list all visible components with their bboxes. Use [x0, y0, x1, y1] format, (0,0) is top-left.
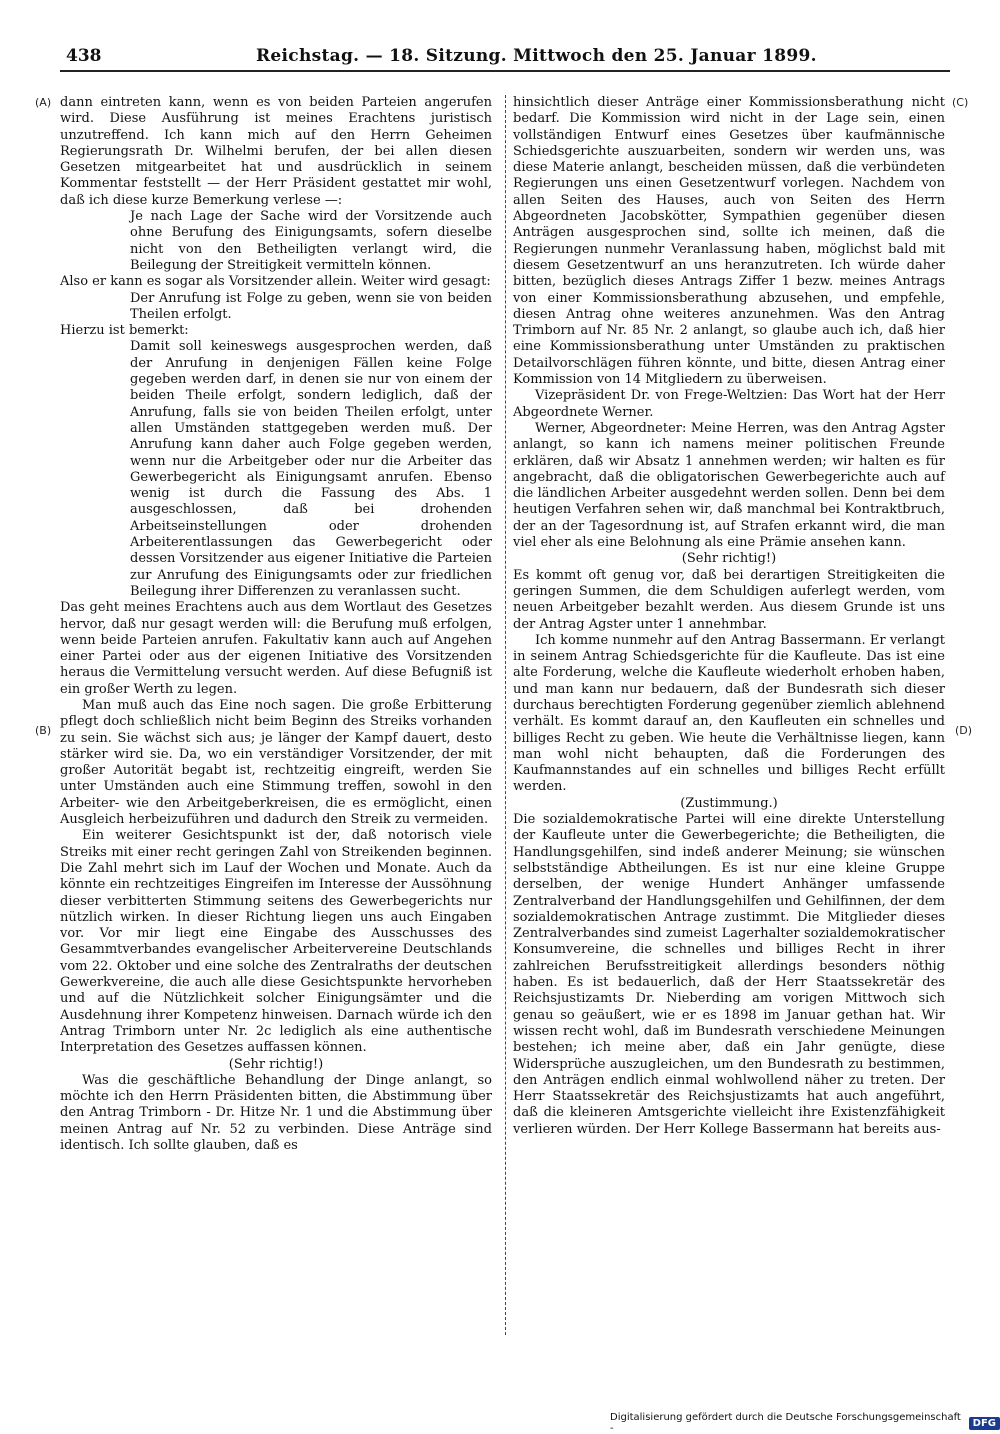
quoted-passage: Je nach Lage der Sache wird der Vorsitzende auch ohne Berufung des Einigungsamts, sofern dieselbe nicht von den Betheiligten verlangt wird, die Beilegung der Streitigkeit vermitteln können.: [130, 209, 492, 273]
paragraph: Was die geschäftliche Behandlung der Dinge anlangt, so möchte ich den Herrn Präsidenten bitten, die Abstimmung über den Antrag Trimborn - Dr. Hitze Nr. 1 und die Abstimmung über meinen Antrag auf Nr. 52 zu verbinden. Diese Anträge sind identisch. Ich sollte glauben, daß es: [60, 1072, 492, 1153]
header-rule: [60, 70, 950, 72]
paragraph: hinsichtlich dieser Anträge einer Kommissionsberathung nicht bedarf. Die Kommission wird nicht in der Lage sein, einen vollständigen Entwurf eines Gesetzes über kaufmännische Schiedsgerichte auszuarbeiten, sondern wir werden uns, was diese Materie anlangt, bescheiden müssen, daß die verbündeten Regierungen uns einen Gesetzentwurf vorlegen. Nachdem von allen Seiten des Hauses, auch von Seiten des Herrn Abgeordneten Jacobskötter, Sympathien gegenüber diesen Anträgen ausgesprochen sind, sollte ich meinen, daß die Regierungen nunmehr Veranlassung haben, möglichst bald mit diesem Gesetzentwurf an uns heranzutreten. Ich würde daher bitten, bezüglich dieses Antrags Ziffer 1 bezw. meines Antrags von einer Kommissionsberathung abzusehen, und empfehle, diesen Antrag ohne weiteres anzunehmen. Was den Antrag Trimborn auf Nr. 85 Nr. 2 anlangt, so glaube auch ich, daß hier eine Kommissionsberathung unter Umständen zu praktischen Detailvorschlägen führen könnte, und bitte, diesen Antrag einer Kommission von 14 Mitgliedern zu überweisen.: [513, 95, 945, 388]
paragraph: Hierzu ist bemerkt:: [60, 323, 189, 339]
margin-mark-d: (D): [955, 724, 973, 737]
paragraph: Also er kann es sogar als Vorsitzender allein. Weiter wird gesagt:: [60, 274, 491, 290]
footer: [610, 1412, 1000, 1434]
column-divider: [505, 95, 506, 1335]
page-number: 438: [66, 46, 102, 66]
right-column: [513, 95, 945, 1138]
paragraph: Werner, Abgeordneter: Meine Herren, was den Antrag Agster anlangt, so kann ich namens meiner politischen Freunde erklären, daß wir Absatz 1 annehmen werden; wir halten es für angebracht, daß die obligatorischen Gewerbegerichte auch auf die ländlichen Arbeiter ausgedehnt werden sollen. Denn bei dem heutigen Verfahren sehen wir, daß manchmal bei Kontraktbruch, der an der Tagesordnung ist, auf Strafen erkannt wird, die man viel eher als eine Belohnung als eine Prämie ansehen kann.: [513, 420, 945, 551]
left-column: [60, 95, 492, 1154]
running-title: Reichstag. — 18. Sitzung. Mittwoch den 25. Januar 1899.: [256, 46, 817, 66]
paragraph: dann eintreten kann, wenn es von beiden Parteien angerufen wird. Diese Ausführung ist meines Erachtens juristisch unzutreffend. Ich kann mich auf den Herrn Geheimen Regierungsrath Dr. Wilhelmi berufen, der bei allen diesen Gesetzen mitgearbeitet hat und ausdrücklich in seinem Kommentar feststellt — der Herr Präsident gestattet mir wohl, daß ich diese kurze Bemerkung verlese —:: [60, 95, 492, 208]
paragraph: Ich komme nunmehr auf den Antrag Bassermann. Er verlangt in seinem Antrag Schiedsgerichte für die Kaufleute. Das ist eine alte Forderung, welche die Kaufleute wiederholt erhoben haben, und man kann nur bedauern, daß der Bundesrath sich dieser durchaus berechtigten Forderung gegenüber ziemlich ablehnend verhält. Es kommt darauf an, den Kaufleuten ein schnelles und billiges Recht zu geben. Wie heute die Verhältnisse liegen, kann man wohl nicht behaupten, daß die Forderungen des Kaufmannstandes auf ein schnelles und billiges Recht erfüllt werden.: [513, 632, 945, 795]
paragraph: Vizepräsident Dr. von Frege-Weltzien: Das Wort hat der Herr Abgeordnete Werner.: [513, 388, 945, 420]
margin-mark-a: (A): [35, 96, 52, 109]
paragraph: Man muß auch das Eine noch sagen. Die große Erbitterung pflegt doch schließlich nicht beim Beginn des Streiks vorhanden zu sein. Sie wächst sich aus; je länger der Kampf dauert, desto stärker wird sie. Da, wo ein verständiger Vorsitzender, der mit großer Autorität begabt ist, rechtzeitig eingreift, werden Sie unter Umständen auch eine Stimmung treffen, sowohl in den Arbeiter- wie den Arbeitgeberkreisen, die es ermöglicht, einen Ausgleich herbeizuführen und dadurch den Streik zu vermeiden.: [60, 697, 492, 828]
margin-mark-b: (B): [35, 724, 52, 737]
interjection: (Sehr richtig!): [681, 551, 777, 567]
quoted-passage: Der Anrufung ist Folge zu geben, wenn sie von beiden Theilen erfolgt.: [130, 290, 492, 322]
paragraph: Es kommt oft genug vor, daß bei derartigen Streitigkeiten die geringen Summen, die dem Schuldigen auferlegt werden, vom neuen Arbeitgeber bezahlt werden. Aus diesem Grunde ist uns der Antrag Agster unter 1 annehmbar.: [513, 567, 945, 632]
paragraph: Die sozialdemokratische Partei will eine direkte Unterstellung der Kaufleute unter die Gewerbegerichte; die Betheiligten, die Handlungsgehilfen, sind indeß anderer Meinung; sie wünschen selbstständige Abtheilungen. Es ist nur eine kleine Gruppe derselben, der wenige Hundert Anhänger umfassende Zentralverband der Handlungsgehilfen und Gehilfinnen, der dem sozialdemokratischen Antrage zustimmt. Die Mitglieder dieses Zentralverbandes sind zumeist Lagerhalter sozialdemokratischer Konsumvereine, die schnelles und billiges Recht in ihrer zahlreichen Berufsstreitigkeit allerdings besonders nöthig haben. Es ist bedauerlich, daß der Herr Staatssekretär des Reichsjustizamts Dr. Nieberding am vorigen Mittwoch sich genau so geäußert, wie er es 1898 im Januar gethan hat. Wir wissen recht wohl, daß im Bundesrath verschiedene Meinungen bestehen; ich meine aber, daß ein Jahr genügte, diese Widersprüche auszugleichen, um den Bundesrath zu bestimmen, den Anträgen endlich einmal wohlwollend näher zu treten. Der Herr Staatssekretär des Reichsjustizamts hat auch angeführt, daß die kleineren Amtsgerichte vielleicht ihre Existenzfähigkeit verlieren würden. Der Herr Kollege Bassermann hat bereits aus-: [513, 812, 945, 1137]
interjection: (Zustimmung.): [680, 795, 778, 811]
paragraph: Ein weiterer Gesichtspunkt ist der, daß notorisch viele Streiks mit einer recht geringen Zahl von Streikenden beginnen. Die Zahl mehrt sich im Lauf der Wochen und Monate. Auch da könnte ein rechtzeitiges Eingreifen im Interesse der Aussöhnung dieser verbitterten Stimmung seitens des Gewerbegerichts nur nützlich wirken. In dieser Richtung liegen uns auch Eingaben vor. Vor mir liegt eine Eingabe des Ausschusses des Gesammtverbandes evangelischer Arbeitervereine Deutschlands vom 22. Oktober und eine solche des Zentralraths der deutschen Gewerkvereine, die auch alle diese Gesichtspunkte hervorheben und auf die Nützlichkeit solcher Einigungsämter und die Ausdehnung ihrer Kompetenz hinweisen. Darnach würde ich den Antrag Trimborn unter Nr. 2c lediglich als eine authentische Interpretation des Gesetzes auffassen können.: [60, 828, 492, 1056]
quoted-passage: Damit soll keineswegs ausgesprochen werden, daß der Anrufung in denjenigen Fällen keine Folge gegeben werden darf, in denen sie nur von einem der beiden Theile erfolgt, sondern lediglich, daß der Anrufung, falls sie von beiden Theilen erfolgt, unter allen Umständen stattgegeben werden muß. Der Anrufung kann daher auch Folge gegeben werden, wenn nur die Arbeitgeber oder nur die Arbeiter das Gewerbegericht als Einigungsamt anrufen. Ebenso wenig ist durch die Fassung des Abs. 1 ausgeschlossen, daß bei drohenden Arbeitseinstellungen oder drohenden Arbeiterentlassungen das Gewerbegericht oder dessen Vorsitzender aus eigener Initiative die Parteien zur Anrufung des Einigungsamts oder zur friedlichen Beilegung ihrer Differenzen zu veranlassen sucht.: [130, 339, 492, 599]
margin-mark-c: (C): [952, 96, 969, 109]
page-header: [66, 42, 946, 72]
paragraph: Das geht meines Erachtens auch aus dem Wortlaut des Gesetzes hervor, daß nur gesagt werden will: die Berufung muß erfolgen, wenn beide Parteien anrufen. Fakultativ kann auch auf Angehen einer Partei oder aus der eigenen Initiative des Vorsitzenden heraus die Vermittelung versucht werden. Auf diese Befugniß ist ein großer Werth zu legen.: [60, 600, 492, 697]
interjection: (Sehr richtig!): [228, 1056, 324, 1072]
dfg-logo: DFG: [969, 1417, 1000, 1430]
footer-text: Digitalisierung gefördert durch die Deutsche Forschungsgemeinschaft -: [610, 1412, 961, 1434]
